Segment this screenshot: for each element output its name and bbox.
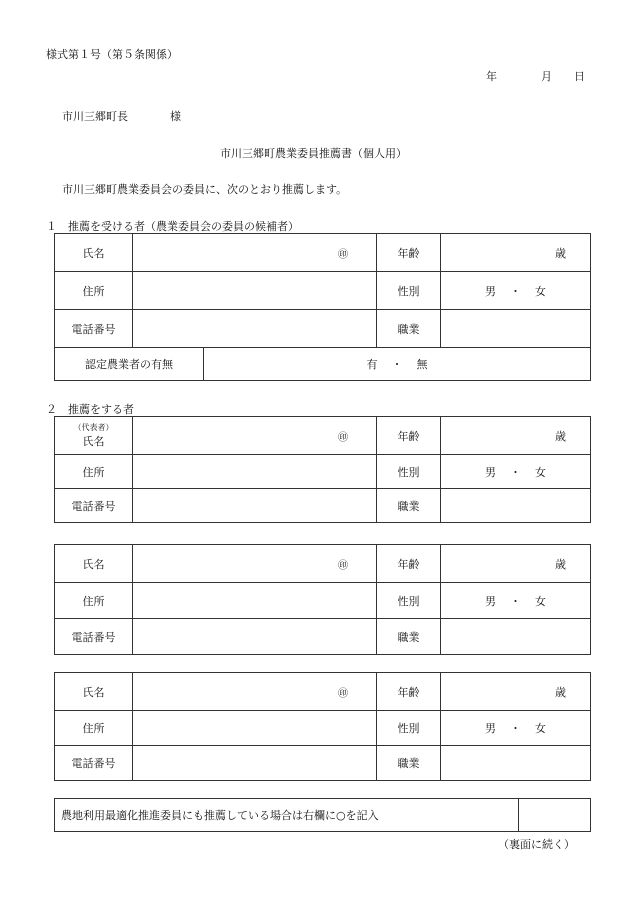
occupation-label: 職業	[377, 489, 441, 523]
phone-label: 電話番号	[55, 310, 133, 348]
date-month-label: 月	[541, 70, 552, 83]
address-field[interactable]	[133, 583, 377, 619]
phone-field[interactable]	[133, 310, 377, 348]
name-field[interactable]	[133, 417, 377, 455]
age-field[interactable]	[441, 673, 591, 711]
occupation-field[interactable]	[441, 310, 591, 348]
seal-mark: ㊞	[338, 249, 348, 260]
gender-female[interactable]: 女	[535, 465, 546, 479]
name-label-text: 氏名	[82, 434, 105, 448]
name-label: 氏名	[55, 234, 133, 272]
gender-label: 性別	[377, 711, 441, 746]
gender-field[interactable]	[441, 711, 591, 746]
gender-male[interactable]: 男	[485, 284, 496, 298]
occupation-field[interactable]	[441, 746, 591, 781]
promotion-committee-mark-field[interactable]	[519, 799, 591, 832]
dot-separator: ・	[510, 722, 521, 735]
candidate-table	[54, 233, 591, 381]
certified-farmer-label: 認定農業者の有無	[55, 348, 204, 381]
address-label: 住所	[55, 583, 133, 619]
recommender-table-3	[54, 672, 591, 781]
phone-label: 電話番号	[55, 489, 133, 523]
phone-label: 電話番号	[55, 619, 133, 655]
phone-label: 電話番号	[55, 746, 133, 781]
address-label: 住所	[55, 455, 133, 489]
gender-label: 性別	[377, 455, 441, 489]
age-unit: 歳	[555, 246, 566, 260]
address-field[interactable]	[133, 272, 377, 310]
form-number: 様式第１号（第５条関係）	[46, 48, 178, 61]
occupation-label: 職業	[377, 619, 441, 655]
age-label: 年齢	[377, 673, 441, 711]
representative-note: （代表者）	[73, 422, 114, 432]
gender-female[interactable]: 女	[535, 594, 546, 608]
name-label: 氏名	[55, 673, 133, 711]
date-day-label: 日	[574, 70, 585, 83]
name-label: 氏名	[55, 545, 133, 583]
age-label: 年齢	[377, 417, 441, 455]
occupation-label: 職業	[377, 746, 441, 781]
dot-separator: ・	[510, 284, 521, 298]
age-label: 年齢	[377, 234, 441, 272]
age-field[interactable]	[441, 417, 591, 455]
dot-separator: ・	[391, 358, 403, 371]
gender-female[interactable]: 女	[535, 284, 546, 298]
certified-yes[interactable]: 有	[366, 358, 378, 371]
intro-text: 市川三郷町農業委員会の委員に、次のとおり推薦します。	[62, 183, 348, 196]
certified-no[interactable]: 無	[416, 358, 428, 371]
phone-field[interactable]	[133, 619, 377, 655]
name-field[interactable]	[133, 673, 377, 711]
honorific: 様	[170, 110, 181, 123]
age-field[interactable]	[441, 234, 591, 272]
recommender-table-1	[54, 416, 591, 523]
document-title: 市川三郷町農業委員推薦書（個人用）	[220, 147, 407, 160]
gender-male[interactable]: 男	[485, 722, 496, 735]
date-year-label: 年	[486, 70, 497, 83]
section2-heading: ２ 推薦をする者	[46, 403, 134, 416]
gender-field[interactable]	[441, 455, 591, 489]
age-unit: 歳	[555, 557, 566, 571]
gender-field[interactable]	[441, 272, 591, 310]
age-label: 年齢	[377, 545, 441, 583]
name-field[interactable]	[133, 545, 377, 583]
gender-field[interactable]	[441, 583, 591, 619]
gender-male[interactable]: 男	[485, 594, 496, 608]
gender-female[interactable]: 女	[535, 722, 546, 735]
phone-field[interactable]	[133, 746, 377, 781]
address-label: 住所	[55, 711, 133, 746]
occupation-field[interactable]	[441, 489, 591, 523]
address-field[interactable]	[133, 711, 377, 746]
gender-male[interactable]: 男	[485, 465, 496, 479]
seal-mark: ㊞	[338, 560, 348, 571]
addressee: 市川三郷町長	[62, 110, 128, 123]
addressee-line	[62, 108, 181, 124]
dot-separator: ・	[510, 465, 521, 479]
occupation-label: 職業	[377, 310, 441, 348]
seal-mark: ㊞	[338, 688, 348, 699]
promotion-committee-table	[54, 798, 591, 832]
seal-mark: ㊞	[338, 432, 348, 443]
occupation-field[interactable]	[441, 619, 591, 655]
age-unit: 歳	[555, 429, 566, 443]
gender-label: 性別	[377, 272, 441, 310]
certified-farmer-field[interactable]	[204, 348, 591, 381]
address-field[interactable]	[133, 455, 377, 489]
age-unit: 歳	[555, 685, 566, 699]
name-label	[55, 417, 133, 455]
section1-heading: １ 推薦を受ける者（農業委員会の委員の候補者）	[46, 220, 299, 233]
age-field[interactable]	[441, 545, 591, 583]
dot-separator: ・	[510, 594, 521, 608]
phone-field[interactable]	[133, 489, 377, 523]
name-field[interactable]	[133, 234, 377, 272]
recommender-table-2	[54, 544, 591, 655]
continued-note: （裏面に続く）	[498, 838, 575, 851]
address-label: 住所	[55, 272, 133, 310]
gender-label: 性別	[377, 583, 441, 619]
promotion-committee-note: 農地利用最適化推進委員にも推薦している場合は右欄に○を記入	[55, 799, 519, 832]
date-line	[486, 68, 585, 84]
